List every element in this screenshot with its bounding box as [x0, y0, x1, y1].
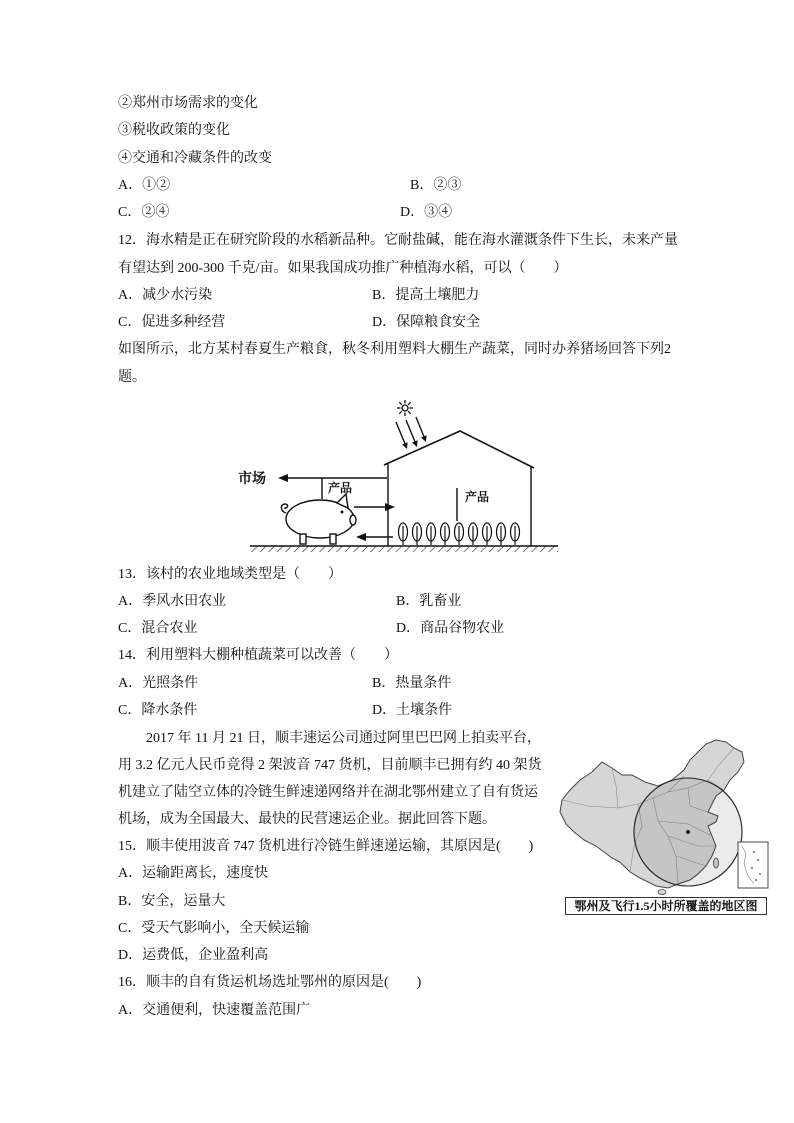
sunlight-arrow [416, 417, 425, 438]
q14-stem: 14．利用塑料大棚种植蔬菜可以改善（ ） [118, 648, 398, 663]
q14-option-c: C．降水条件 [118, 703, 198, 718]
q13-option-d: D．商品谷物农业 [396, 621, 505, 636]
q14-option-a: A．光照条件 [118, 676, 199, 691]
flight-map-caption: 鄂州及飞行1.5小时所覆盖的地区图 [565, 897, 767, 915]
plant-icon [441, 523, 450, 545]
sunlight-arrow [406, 420, 416, 443]
q11-option-a: A．①② [118, 178, 171, 193]
q11-item-3: ③税收政策的变化 [118, 123, 230, 138]
q13-14-intro-line-1: 如图所示，北方某村春夏生产粮食，秋冬利用塑料大棚生产蔬菜，同时办养猪场回答下列2 [118, 342, 671, 357]
ezhou-marker-icon [686, 830, 690, 834]
q15-option-a: A．运输距离长，速度快 [118, 866, 269, 881]
manure-arrowhead [385, 503, 395, 511]
q15-option-b: B．安全，运量大 [118, 894, 226, 909]
q13-14-intro-line-2: 题。 [118, 370, 146, 385]
q16-option-a: A．交通便利，快速覆盖范围广 [118, 1003, 311, 1018]
q15-stem: 15．顺丰使用波音 747 货机进行冷链生鲜速递运输，其原因是( ) [118, 839, 534, 854]
q13-option-c: C．混合农业 [118, 621, 198, 636]
pig-product-label: 产品 [328, 481, 353, 495]
plant-icon [455, 523, 464, 545]
q12-option-c: C．促进多种经营 [118, 315, 226, 330]
sunlight-arrow [396, 422, 406, 445]
q15-option-c: C．受天气影响小，全天候运输 [118, 921, 310, 936]
feed-arrowhead [356, 533, 366, 541]
flight-coverage-map [558, 736, 770, 896]
q11-option-d: D．③④ [400, 205, 453, 220]
plant-icon [511, 523, 520, 545]
q11-item-2: ②郑州市场需求的变化 [118, 96, 258, 111]
q14-option-d: D．土壤条件 [372, 703, 453, 718]
q16-stem: 16．顺丰的自有货运机场选址鄂州的原因是( ) [118, 975, 422, 990]
plant-icon [413, 523, 422, 545]
q11-item-4: ④交通和冷藏条件的改变 [118, 151, 272, 166]
plant-icon [399, 523, 408, 545]
vegetable-row [399, 523, 520, 545]
sunlight-arrows [396, 417, 427, 449]
plant-icon [469, 523, 478, 545]
farm-diagram [230, 395, 570, 557]
hainan-island [658, 890, 666, 895]
q15-16-intro-line-1: 2017 年 11 月 21 日，顺丰速运公司通过阿里巴巴网上拍卖平台， [146, 731, 541, 746]
q12-option-b: B．提高土壤肥力 [372, 288, 480, 303]
q12-stem-line-2: 有望达到 200-300 千克/亩。如果我国成功推广种植海水稻，可以（ ） [118, 261, 568, 276]
sun-icon [397, 400, 413, 416]
plant-icon [497, 523, 506, 545]
plant-icon [483, 523, 492, 545]
q13-stem: 13．该村的农业地域类型是（ ） [118, 567, 342, 582]
pig-icon [281, 494, 356, 544]
q15-option-d: D．运费低，企业盈利高 [118, 948, 269, 963]
q11-option-b: B．②③ [410, 178, 462, 193]
greenhouse-roof [384, 431, 534, 468]
plant-icon [427, 523, 436, 545]
q15-16-intro-line-4: 机场，成为全国最大、最快的民营速运企业。据此回答下题。 [118, 812, 496, 827]
q15-16-intro-line-3: 机建立了陆空立体的冷链生鲜速递网络并在湖北鄂州建立了自有货运 [118, 785, 538, 800]
q13-option-a: A．季风水田农业 [118, 594, 227, 609]
q12-option-d: D．保障粮食安全 [372, 315, 481, 330]
market-label: 市场 [238, 470, 266, 486]
greenhouse-product-label: 产品 [465, 490, 490, 504]
market-arrowhead [278, 474, 288, 482]
south-china-sea-inset [738, 842, 768, 888]
q12-option-a: A．减少水污染 [118, 288, 213, 303]
manure-arrow [354, 503, 395, 511]
ground-hatching [250, 546, 558, 552]
q12-stem-line-1: 12．海水精是正在研究阶段的水稻新品种。它耐盐碱，能在海水灌溉条件下生长，未来产量 [118, 233, 678, 248]
q11-option-c: C．②④ [118, 205, 170, 220]
q13-option-b: B．乳畜业 [396, 594, 462, 609]
q15-16-intro-line-2: 用 3.2 亿元人民币竞得 2 架波音 747 货机，目前顺丰已拥有约 40 架货 [118, 758, 542, 773]
q14-option-b: B．热量条件 [372, 676, 452, 691]
